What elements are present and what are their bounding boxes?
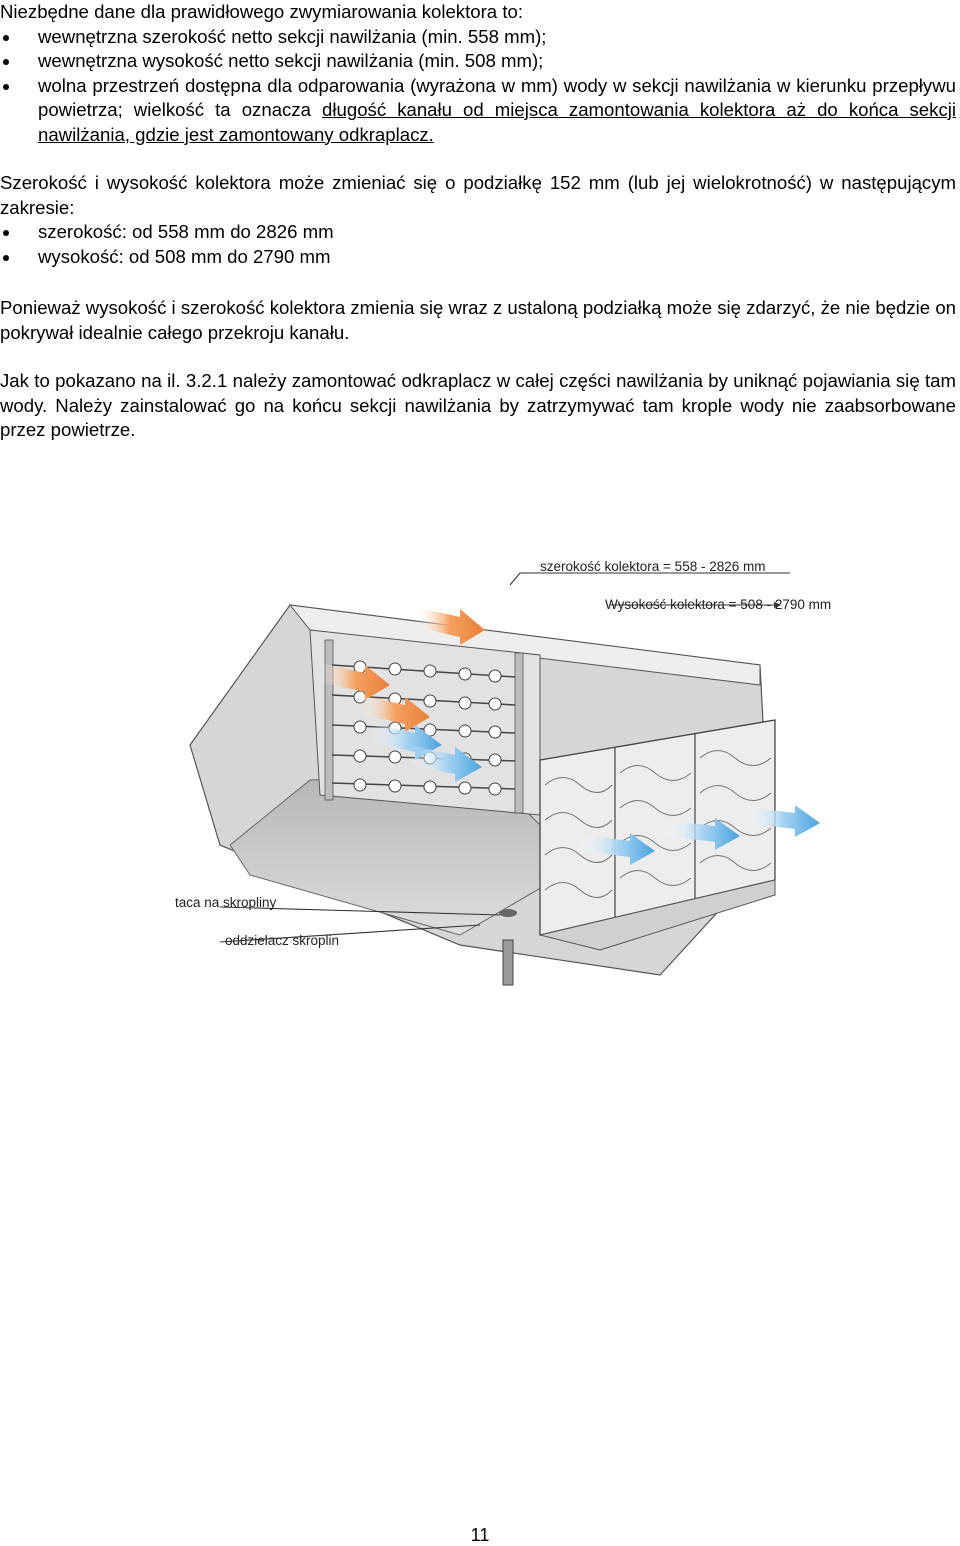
list-item: wewnętrzna szerokość netto sekcji nawilżania (min. 558 mm); (0, 25, 956, 50)
intro-lead: Niezbędne dane dla prawidłowego zwymiarowania kolektora to: (0, 1, 523, 22)
install-paragraph: Jak to pokazano na il. 3.2.1 należy zamontować odkraplacz w całej części nawilżania by uniknąć pojawiania się tam wody. Należy zainstalować go na końcu sekcji nawilżania by zatrzymywać tam krople wody nie zaabsorbowane przez powietrze. (0, 370, 956, 440)
free-space-definition: długość kanału od miejsca zamontowania kolektora aż do końca sekcji nawilżania, gdzie jest zamontowany odkraplacz. (38, 99, 957, 145)
free-space-text: wolna przestrzeń dostępna dla odparowania (wyrażona w mm) wody w sekcji nawilżania w kierunku przepływu powietrza; wielkość ta oznacza (38, 74, 956, 120)
range-lead: Szerokość i wysokość kolektora może zmieniać się o podziałkę 152 mm (lub jej wielokrotność) w następującym zakresie: (0, 172, 956, 218)
list-item: szerokość: od 558 mm do 2826 mm (0, 220, 956, 245)
manifold-post (515, 653, 523, 813)
drain-hole (499, 909, 517, 917)
separator-label: oddzielacz skroplin (225, 933, 340, 948)
list-item: wysokość: od 508 mm do 2790 mm (0, 245, 956, 270)
drain-pipe (503, 940, 513, 985)
range-list (0, 220, 956, 269)
tray-label: taca na skropliny (175, 895, 277, 910)
height-label: Wysokość kolektora = 508 - 2790 mm (605, 597, 832, 612)
list-item: wewnętrzna wysokość netto sekcji nawilżania (min. 508 mm); (0, 49, 956, 74)
requirements-list (0, 25, 956, 148)
intro-section (0, 0, 956, 147)
manifold-post (325, 640, 333, 800)
note-paragraph: Ponieważ wysokość i szerokość kolektora zmienia się wraz z ustaloną podziałką może się zdarzyć, że nie będzie on pokrywał idealnie całego przekroju kanału. (0, 297, 956, 343)
list-item (0, 74, 956, 148)
humidifier-illustration (160, 545, 960, 1000)
width-label: szerokość kolektora = 558 - 2826 mm (540, 559, 766, 574)
page-number: 11 (470, 1525, 490, 1545)
range-section (0, 171, 956, 269)
